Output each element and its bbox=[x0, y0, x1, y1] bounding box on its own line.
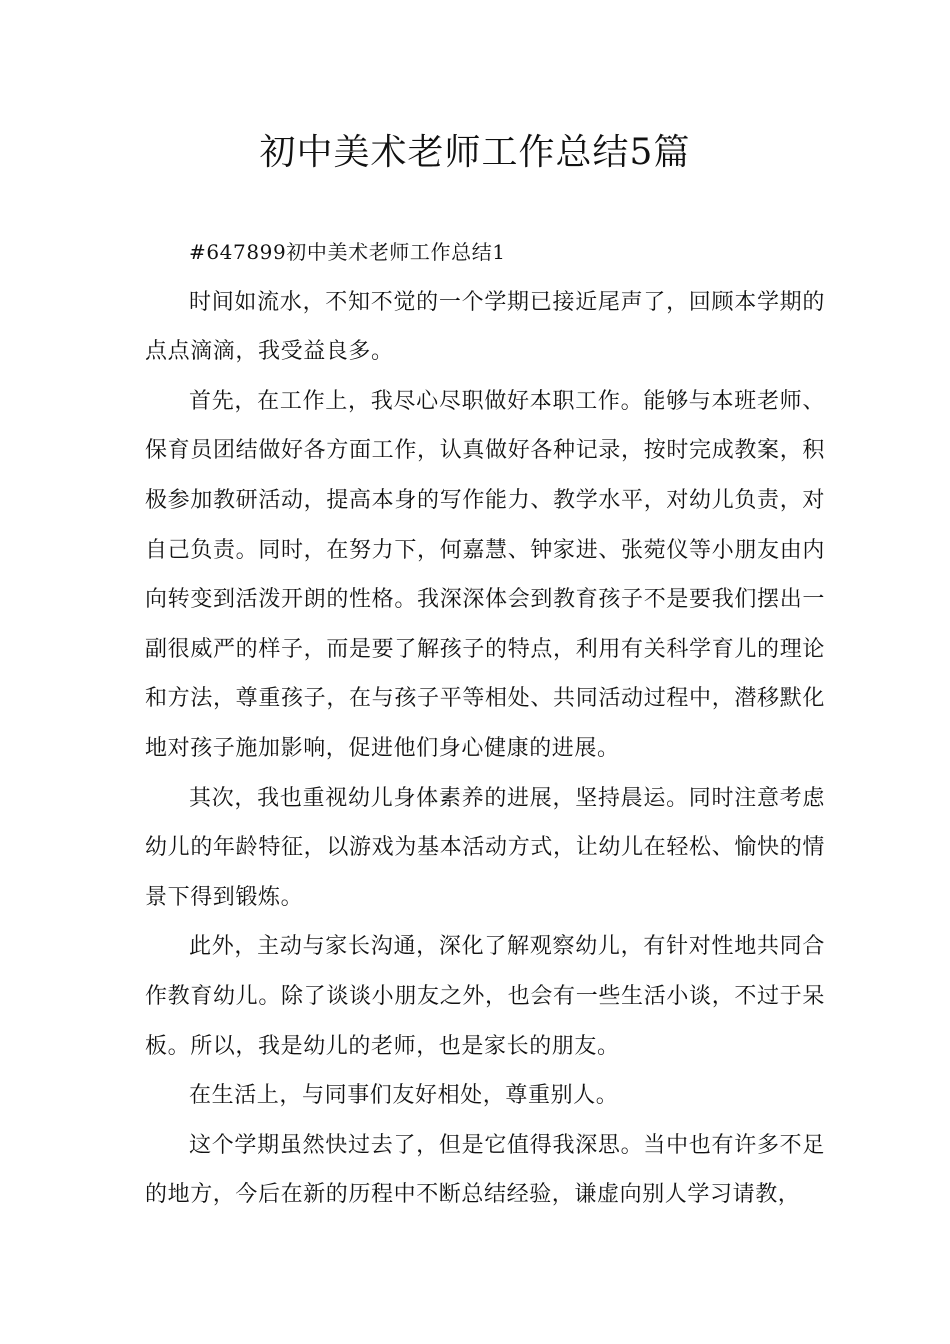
document-body bbox=[145, 228, 825, 1220]
section-heading: #647899初中美术老师工作总结1 bbox=[189, 240, 506, 264]
paragraph: 此外，主动与家长沟通，深化了解观察幼儿，有针对性地共同合作教育幼儿。除了谈谈小朋友之外，也会有一些生活小谈，不过于呆板。所以，我是幼儿的老师，也是家长的朋友。 bbox=[145, 934, 825, 1059]
paragraph: 在生活上，与同事们友好相处，尊重别人。 bbox=[189, 1083, 619, 1109]
paragraph: 其次，我也重视幼儿身体素养的进展，坚持晨运。同时注意考虑幼儿的年龄特征，以游戏为基本活动方式，让幼儿在轻松、愉快的情景下得到锻炼。 bbox=[145, 785, 825, 910]
document-title: 初中美术老师工作总结5篇 bbox=[259, 132, 691, 173]
paragraph: 时间如流水，不知不觉的一个学期已接近尾声了，回顾本学期的点点滴滴，我受益良多。 bbox=[145, 289, 825, 365]
paragraph: 首先，在工作上，我尽心尽职做好本职工作。能够与本班老师、保育员团结做好各方面工作，认真做好各种记录，按时完成教案，积极参加教研活动，提高本身的写作能力、教学水平，对幼儿负责，对自己负责。同时，在努力下，何嘉慧、钟家进、张菀仪等小朋友由内向转变到活泼开朗的性格。我深深体会到教育孩子不是要我们摆出一副很威严的样子，而是要了解孩子的特点，利用有关科学育儿的理论和方法，尊重孩子，在与孩子平等相处、共同活动过程中，潜移默化地对孩子施加影响，促进他们身心健康的进展。 bbox=[145, 388, 825, 761]
paragraph: 这个学期虽然快过去了，但是它值得我深思。当中也有许多不足的地方，今后在新的历程中不断总结经验，谦虚向别人学习请教， bbox=[145, 1132, 825, 1208]
